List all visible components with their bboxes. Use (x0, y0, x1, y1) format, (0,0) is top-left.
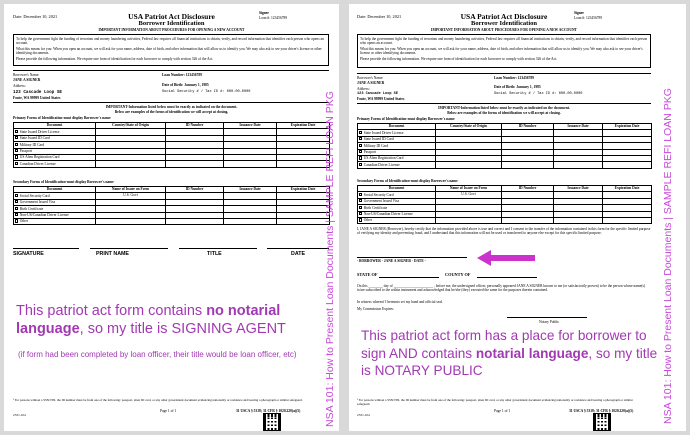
address-label: Address: (13, 84, 26, 88)
address-line-2: Fonte, WA 99999 United States (357, 97, 405, 101)
certification-text: I, JANE A SIGNER (Borrower), hereby certify that the information provided above is true and correct and I consent to the transfer of the information contained in this form for the specific limited purpose of verifying my identity and preventing fraud, and I understand that this information will not be used or transferred to anyone else except for this specific limited purpose. (357, 227, 651, 236)
caption-notary-public: This patriot act form has a place for borrower to sign AND contains notarial language, so my title is NOTARY PUBLIC (361, 328, 658, 378)
document-type-label: Birth Certificate (363, 205, 388, 210)
social-security-number: Social Security # / Tax ID #: 000-00-0000 (494, 92, 583, 96)
address-line-2: Fonte, WA 99999 United States (13, 96, 61, 100)
date-of-birth: Date of Birth: January 1, 1985 (162, 83, 209, 87)
checkbox[interactable] (359, 218, 362, 221)
checkbox[interactable] (359, 156, 362, 159)
checkbox[interactable] (359, 150, 362, 153)
form-subtitle: Borrower Identification (470, 20, 537, 27)
document-type-label: State Issued Driver License (19, 129, 60, 134)
important-note-2: Below are examples of the forms of identification we will accept at closing. (447, 111, 561, 115)
document-type-label: Passport (19, 148, 32, 153)
document-type-label: Canadian Driver License (363, 162, 400, 167)
column-header: Issuance Date (224, 123, 277, 129)
column-header: ID Number (502, 124, 554, 130)
document-type-label: Government Issued Visa (19, 200, 56, 205)
print-name-label: PRINT NAME (96, 251, 129, 257)
loan-number: Loan Number: 123456789 (494, 76, 534, 80)
address-label: Address: (357, 87, 370, 91)
county-of-label: COUNTY OF (445, 272, 471, 277)
checkbox[interactable] (15, 155, 18, 158)
social-security-number: Social Security # / Tax ID #: 000-00-0000 (162, 90, 251, 94)
document-type-cell (14, 161, 96, 167)
table-cell: U.S. Govt (436, 192, 502, 198)
document-type-label: Military ID Card (19, 142, 45, 147)
notice-box (13, 34, 329, 66)
table-cell (603, 217, 652, 223)
column-header: ID Number (502, 186, 554, 192)
form-number: 2531.104 (357, 413, 370, 417)
column-header: Expiration Date (603, 186, 652, 192)
column-header: ID Number (166, 187, 224, 193)
footnote: ¹ For persons without a SSN/TIN, the ID number must be from one of the following: passport, alien ID card, or any other government document evidencing nationality or residence and bearing a photograph or similar safeguard. (357, 398, 633, 406)
notice-box (357, 34, 651, 68)
document-type-label: Military ID Card (363, 143, 389, 148)
state-of-label: STATE OF (357, 272, 378, 277)
document-type-cell (358, 217, 436, 223)
form-number: 2531.104 (13, 413, 26, 417)
title-label: TITLE (207, 251, 222, 257)
witness-text: In witness whereof I hereunto set my hand and official seal. (357, 300, 443, 304)
document-type-label: Other (19, 219, 28, 224)
checkbox[interactable] (359, 199, 362, 202)
borrower-name: JANE A SIGNER (357, 81, 385, 85)
signature-label: SIGNATURE (13, 251, 44, 257)
column-header: Expiration Date (277, 187, 330, 193)
checkbox[interactable] (15, 194, 18, 197)
citation: 31 USCA § 5318; 31 CFR § 1020.220(a)(5) (236, 409, 301, 413)
checkbox[interactable] (359, 206, 362, 209)
document-type-label: Social Security Card (19, 193, 50, 198)
document-type-label: Other (363, 218, 372, 223)
table-cell: U.S. Govt (96, 193, 166, 199)
table-cell (277, 161, 330, 167)
loan-number-header: Loan #: 123456789 (574, 16, 603, 20)
page-number: Page 1 of 1 (494, 409, 511, 413)
side-watermark-right: NSA 101: How to Present Loan Documents | SAMPLE REFI LOAN PKG (662, 88, 674, 424)
document-type-label: US Alien Registration Card (19, 155, 60, 160)
notice-paragraph-3: Please provide the following information. We require one form of identification for each borrower to comply with section 326 of the Act. (16, 56, 214, 61)
notice-paragraph-2: What this means for you: When you open an account, we will ask for your name, address, date of birth, and other information that will allow us to identify you. We may also ask to see your driver's license or other identifying documents. (16, 46, 322, 55)
table-cell (502, 217, 554, 223)
table-cell (436, 162, 502, 168)
secondary-id-heading: Secondary Forms of Identification-must display Borrower's name (357, 179, 458, 183)
loan-number: Loan Number: 123456789 (162, 73, 202, 77)
arrow-pointer-icon (477, 250, 535, 266)
caption-signing-agent: This patriot act form contains no notarial language, so my title is SIGNING AGENT (16, 303, 286, 337)
column-header: Issuance Date (554, 186, 603, 192)
column-header: Document (358, 124, 436, 130)
page-number: Page 1 of 1 (160, 409, 177, 413)
column-header: Document (14, 187, 96, 193)
table-cell (224, 218, 277, 224)
borrower-name-label: Borrower's Name: (13, 73, 40, 77)
checkbox[interactable] (359, 163, 362, 166)
table-cell (502, 162, 554, 168)
document-type-label: Non-US/Canadian Driver License (363, 211, 413, 216)
table-row (14, 161, 330, 167)
checkbox[interactable] (359, 131, 362, 134)
column-header: Document (358, 186, 436, 192)
document-type-label: Passport (363, 149, 376, 154)
notice-paragraph-1: To help the government fight the funding of terrorism and money laundering activities, Federal law requires all financial institutions to obtain, verify, and record information that identifies each person who opens an account. (360, 36, 648, 45)
notice-paragraph-1: To help the government fight the funding of terrorism and money laundering activities, Federal law requires all financial institutions to obtain, verify, and record information that identifies each person who opens an account. (16, 36, 324, 45)
checkbox[interactable] (15, 149, 18, 152)
table-cell (436, 217, 502, 223)
important-note-1: IMPORTANT-Information listed below must be exactly as indicated on the document. (438, 106, 570, 110)
borrower-name: JANE A SIGNER (13, 78, 41, 82)
checkbox[interactable] (15, 213, 18, 216)
document-type-label: Non-US/Canadian Driver License (19, 212, 69, 217)
form-heading: IMPORTANT INFORMATION ABOUT PROCEDURES FOR OPENING A NEW ACCOUNT (431, 28, 577, 32)
checkbox[interactable] (359, 193, 362, 196)
notary-public-label: Notary Public (539, 320, 560, 324)
checkbox[interactable] (359, 212, 362, 215)
column-header: Expiration Date (277, 123, 330, 129)
checkbox[interactable] (15, 130, 18, 133)
checkbox[interactable] (15, 162, 18, 165)
checkbox[interactable] (15, 219, 18, 222)
table-row (358, 217, 652, 223)
checkbox[interactable] (359, 137, 362, 140)
left-document-page (4, 4, 339, 431)
doc-date: Date: December 10, 2021 (13, 14, 58, 19)
barcode-icon (263, 413, 281, 431)
table-cell (277, 218, 330, 224)
table-cell (603, 162, 652, 168)
primary-id-table (13, 122, 330, 168)
form-title: USA Patriot Act Disclosure (460, 12, 548, 21)
table-row (14, 218, 330, 224)
table-cell (96, 161, 166, 167)
notary-acknowledgment-text: On this ________ day of ______________________ , before me, the undersigned officer, personally appeared JANE A SIGNER known to me (or satisfactorily proven) to be the person whose name(s) is/are subscribed to the within instrument and acknowledged that he/she (they) executed the same for the purposes therein contained. (357, 284, 646, 293)
date-label: DATE (291, 251, 306, 257)
document-type-label: Social Security Card (363, 192, 394, 197)
column-header: Country/State of Origin (96, 123, 166, 129)
checkbox[interactable] (15, 207, 18, 210)
borrower-name-label: Borrower's Name: (357, 76, 384, 80)
table-cell (554, 162, 603, 168)
secondary-id-heading: Secondary Forms of Identification-must display Borrower's name (13, 180, 114, 184)
side-watermark-left: NSA 101: How to Present Loan Documents | SAMPLE REFI LOAN PKG (324, 91, 336, 427)
document-type-label: Birth Certificate (19, 206, 44, 211)
checkbox[interactable] (359, 144, 362, 147)
footnote: ¹ For persons without a SSN/TIN, the ID number must be from one of the following: passport, alien ID card, or any other government document evidencing nationality or residence and bearing a photograph or similar safeguard. (13, 398, 303, 402)
column-header: Expiration Date (603, 124, 652, 130)
address-line-1: 123 Cascade Loop SE (13, 90, 62, 95)
document-type-label: Canadian Driver License (19, 161, 56, 166)
barcode-icon (593, 413, 611, 431)
column-header: Name of Issuer on Form (96, 187, 166, 193)
doc-date: Date: December 10, 2021 (357, 14, 402, 19)
table-cell (224, 161, 277, 167)
column-header: Issuance Date (224, 187, 277, 193)
primary-id-table (357, 123, 652, 169)
primary-id-heading: Primary Forms of Identification-must display Borrower's name (357, 117, 455, 121)
borrower-signature-line: - BORROWER - JANE A SIGNER - DATE - (357, 259, 426, 263)
document-type-label: State Issued Driver License (363, 130, 404, 135)
notice-paragraph-2: What this means for you: When you open an account, we will ask for your name, address, date of birth, and other information that will allow us to identify you. We may also ask to see your driver's license or other identifying documents. (360, 46, 643, 55)
secondary-id-table (13, 186, 330, 225)
document-type-label: US Alien Registration Card (363, 156, 404, 161)
right-document-page (349, 4, 686, 431)
document-type-label: State Issued ID Card (363, 137, 394, 142)
commission-expires-label: My Commission Expires: (357, 307, 394, 311)
primary-id-heading: Primary Forms of Identification-must display Borrower's name (13, 116, 111, 120)
loan-number-header: Loan #: 123456789 (259, 16, 288, 20)
table-cell (554, 217, 603, 223)
column-header: Document (14, 123, 96, 129)
signer-label: Signer (574, 11, 584, 15)
column-header: Country/State of Origin (436, 124, 502, 130)
document-type-label: Government Issued Visa (363, 199, 400, 204)
column-header: ID Number (166, 123, 224, 129)
checkbox[interactable] (15, 143, 18, 146)
checkbox[interactable] (15, 200, 18, 203)
date-of-birth: Date of Birth: January 1, 1985 (494, 85, 541, 89)
table-row (358, 162, 652, 168)
important-note-2: Below are examples of the forms of identification we will accept at closing. (114, 110, 229, 114)
table-cell (166, 218, 224, 224)
checkbox[interactable] (15, 136, 18, 139)
secondary-id-table (357, 185, 652, 224)
form-heading: IMPORTANT INFORMATION ABOUT PROCEDURES FOR OPENING A NEW ACCOUNT (98, 28, 245, 32)
notice-paragraph-3: Please provide the following information. We require one form of identification for each borrower to comply with section 326 of the Act. (360, 56, 558, 61)
column-header: Issuance Date (554, 124, 603, 130)
table-cell (96, 218, 166, 224)
address-line-1: 123 Cascade Loop SE (357, 92, 398, 96)
signer-label: Signer (259, 11, 269, 15)
form-subtitle: Borrower Identification (138, 20, 205, 27)
document-type-cell (358, 162, 436, 168)
document-type-label: State Issued ID Card (19, 136, 50, 141)
column-header: Name of Issuer on Form (436, 186, 502, 192)
citation: 31 USCA § 5318; 31 CFR § 1020.220(a)(5) (569, 409, 634, 413)
caption-note: (if form had been completed by loan officer, their title would be loan officer, etc) (18, 350, 297, 359)
document-type-cell (14, 218, 96, 224)
table-cell (166, 161, 224, 167)
important-note-1: IMPORTANT-Information listed below must be exactly as indicated on the document. (105, 105, 238, 109)
form-title: USA Patriot Act Disclosure (128, 12, 215, 21)
